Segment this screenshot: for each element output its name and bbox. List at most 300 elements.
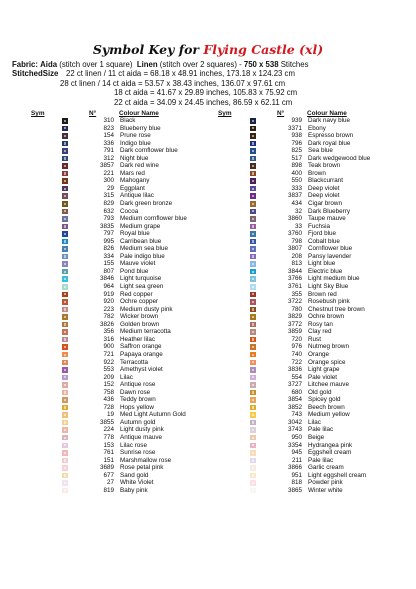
- symbol-swatch-icon: [250, 344, 256, 350]
- floss-number: 3859: [287, 328, 302, 336]
- colour-name: Medium cornflower blue: [120, 215, 187, 223]
- colour-name: Royal blue: [120, 230, 150, 238]
- colour-name: Light grape: [308, 366, 340, 374]
- symbol-swatch-icon: [250, 322, 256, 328]
- floss-number: 3857: [99, 162, 114, 170]
- floss-number: 550: [291, 177, 302, 185]
- size-row: [12, 79, 412, 89]
- colour-name: Brown: [308, 169, 326, 177]
- floss-number: 155: [103, 260, 114, 268]
- symbol-swatch-icon: [62, 231, 68, 237]
- floss-number: 209: [103, 373, 114, 381]
- colour-name: Amethyst violet: [120, 366, 163, 374]
- symbol-swatch-icon: [62, 450, 68, 456]
- colour-name: Papaya orange: [120, 350, 163, 358]
- colour-name: Blueberry blue: [120, 124, 161, 132]
- colour-name: Rust: [308, 335, 321, 343]
- colour-name: Antique lilac: [120, 192, 154, 200]
- floss-number: 152: [103, 381, 114, 389]
- symbol-swatch-icon: [62, 344, 68, 350]
- floss-number: 316: [103, 335, 114, 343]
- symbol-swatch-icon: [250, 216, 256, 222]
- stitch-count-suffix: Stitches: [280, 60, 309, 69]
- floss-number: 333: [291, 184, 302, 192]
- fabric-label: Fabric:: [12, 60, 38, 69]
- symbol-swatch-icon: [250, 156, 256, 162]
- floss-number: 780: [291, 305, 302, 313]
- colour-name: Pale violet: [308, 373, 338, 381]
- floss-number: 315: [103, 192, 114, 200]
- fabric-linen-note: (stitch over 2 squares) -: [159, 60, 242, 69]
- fabric-linen: Linen: [136, 60, 158, 69]
- header-sym-right: Sym: [218, 110, 232, 117]
- floss-number: 3836: [287, 366, 302, 374]
- colour-name: Antique mauve: [120, 433, 163, 441]
- floss-number: 829: [103, 200, 114, 208]
- symbol-swatch-icon: [62, 141, 68, 147]
- floss-number: 223: [103, 305, 114, 313]
- symbol-swatch-icon: [250, 276, 256, 282]
- floss-number: 807: [103, 267, 114, 275]
- floss-number: 3761: [287, 283, 302, 291]
- floss-number: 3722: [287, 298, 302, 306]
- symbol-swatch-icon: [250, 246, 256, 252]
- symbol-swatch-icon: [250, 201, 256, 207]
- colour-name: Rose petal pink: [120, 464, 164, 472]
- symbol-swatch-icon: [62, 261, 68, 267]
- floss-number: 312: [103, 154, 114, 162]
- colour-name: Dark green bronze: [120, 200, 173, 208]
- symbol-swatch-icon: [62, 171, 68, 177]
- colour-name: Teddy brown: [120, 396, 156, 404]
- symbol-swatch-icon: [250, 269, 256, 275]
- symbol-swatch-icon: [62, 292, 68, 298]
- colour-name: Dark royal blue: [308, 139, 351, 147]
- symbol-swatch-icon: [62, 201, 68, 207]
- symbol-swatch-icon: [250, 360, 256, 366]
- floss-number: 950: [291, 433, 302, 441]
- symbol-swatch-icon: [62, 465, 68, 471]
- floss-number: 778: [103, 433, 114, 441]
- symbol-swatch-icon: [62, 186, 68, 192]
- floss-number: 722: [291, 358, 302, 366]
- symbol-swatch-icon: [62, 412, 68, 418]
- colour-name: Baby pink: [120, 486, 148, 494]
- colour-name: Cocoa: [120, 207, 139, 215]
- floss-number: 3766: [287, 275, 302, 283]
- symbol-swatch-icon: [250, 239, 256, 245]
- colour-name: Dark Blueberry: [308, 207, 350, 215]
- symbol-swatch-icon: [62, 314, 68, 320]
- symbol-swatch-icon: [62, 420, 68, 426]
- floss-number: 211: [291, 456, 302, 464]
- symbol-swatch-icon: [250, 193, 256, 199]
- colour-name: Ochre brown: [308, 313, 345, 321]
- floss-number: 791: [103, 147, 114, 155]
- title-prefix: Symbol Key for: [92, 42, 204, 57]
- floss-number: 3835: [99, 222, 114, 230]
- size-row: [12, 69, 412, 79]
- stitch-count: 750 x 538: [243, 60, 279, 69]
- colour-name: Lilac rose: [120, 441, 147, 449]
- symbol-swatch-icon: [250, 480, 256, 486]
- floss-number: 793: [103, 215, 114, 223]
- header-number-right: N°: [277, 110, 285, 117]
- symbol-swatch-icon: [250, 458, 256, 464]
- floss-number: 819: [103, 486, 114, 494]
- colour-name: Medium grape: [120, 222, 161, 230]
- colour-name: Medium dusty pink: [120, 305, 173, 313]
- colour-name: Carribean blue: [120, 237, 162, 245]
- colour-name: Black: [120, 117, 136, 124]
- colour-name: Eggplant: [120, 184, 145, 192]
- symbol-swatch-icon: [62, 443, 68, 449]
- colour-name: Orange spice: [308, 358, 346, 366]
- floss-number: 29: [106, 184, 114, 192]
- symbol-swatch-icon: [62, 246, 68, 252]
- floss-number: 720: [291, 335, 302, 343]
- floss-number: 3860: [287, 215, 302, 223]
- symbol-swatch-icon: [250, 133, 256, 139]
- floss-number: 3854: [287, 396, 302, 404]
- header-colour-name-right: Colour Name: [307, 110, 347, 117]
- colour-name: Prune rose: [120, 132, 151, 140]
- colour-name: Red copper: [120, 290, 153, 298]
- fabric-line: [12, 60, 308, 69]
- colour-name: Saffron orange: [120, 343, 162, 351]
- floss-number: 154: [103, 132, 114, 140]
- floss-number: 517: [291, 154, 302, 162]
- floss-number: 355: [291, 290, 302, 298]
- symbol-swatch-icon: [250, 390, 256, 396]
- floss-number: 3042: [287, 418, 302, 426]
- colour-name: Dark cornflower blue: [120, 147, 178, 155]
- colour-name: Light dusty pink: [120, 426, 164, 434]
- symbol-swatch-icon: [62, 322, 68, 328]
- fabric-aida: Aida: [40, 60, 58, 69]
- symbol-swatch-icon: [250, 178, 256, 184]
- colour-name: Dark navy blue: [308, 117, 350, 124]
- symbol-swatch-icon: [250, 397, 256, 403]
- symbol-swatch-icon: [62, 224, 68, 230]
- symbol-swatch-icon: [62, 390, 68, 396]
- colour-name: Light medium blue: [308, 275, 360, 283]
- colour-name: Ochre copper: [120, 298, 159, 306]
- floss-number: 922: [103, 358, 114, 366]
- floss-number: 553: [103, 366, 114, 374]
- floss-number: 728: [103, 403, 114, 411]
- floss-number: 221: [103, 169, 114, 177]
- symbol-swatch-icon: [250, 186, 256, 192]
- colour-name: Light blue: [308, 260, 336, 268]
- symbol-swatch-icon: [62, 193, 68, 199]
- colour-name: Electric blue: [308, 267, 343, 275]
- floss-number: 964: [103, 283, 114, 291]
- floss-number: 796: [291, 139, 302, 147]
- symbol-swatch-icon: [62, 488, 68, 494]
- symbol-swatch-icon: [62, 307, 68, 313]
- floss-number: 3826: [99, 320, 114, 328]
- size-text: 22 ct aida = 34.09 x 24.45 inches, 86.59 x 62.11 cm: [114, 97, 293, 107]
- floss-number: 782: [103, 313, 114, 321]
- stitched-size-label: StitchedSize: [12, 69, 59, 78]
- floss-number: 898: [291, 162, 302, 170]
- colour-name: Light eggshell cream: [308, 471, 367, 479]
- symbol-swatch-icon: [250, 450, 256, 456]
- floss-number: 3865: [287, 486, 302, 494]
- symbol-swatch-icon: [250, 224, 256, 230]
- floss-number: 945: [291, 449, 302, 457]
- header-colour-name-left: Colour Name: [119, 110, 159, 117]
- colour-name: Hydrangea pink: [308, 441, 353, 449]
- symbol-swatch-icon: [250, 307, 256, 313]
- size-text: 22 ct linen / 11 ct aida = 68.18 x 48.91 inches, 173.18 x 124.23 cm: [66, 69, 295, 78]
- symbol-swatch-icon: [250, 465, 256, 471]
- colour-name: Antique rose: [120, 381, 156, 389]
- symbol-swatch-icon: [250, 231, 256, 237]
- stitched-size-block: [12, 69, 412, 107]
- colour-name: Beige: [308, 433, 325, 441]
- floss-number: 3866: [287, 464, 302, 472]
- symbol-swatch-icon: [250, 488, 256, 494]
- symbol-swatch-icon: [62, 156, 68, 162]
- colour-name: Mauve violet: [120, 260, 156, 268]
- floss-number: 680: [291, 388, 302, 396]
- symbol-swatch-icon: [250, 209, 256, 215]
- header-sym-left: Sym: [31, 110, 45, 117]
- floss-number: 761: [103, 449, 114, 457]
- floss-number: 797: [103, 230, 114, 238]
- symbol-swatch-icon: [250, 118, 256, 124]
- colour-name: Sand gold: [120, 471, 149, 479]
- floss-number: 919: [103, 290, 114, 298]
- symbol-swatch-icon: [62, 126, 68, 132]
- size-row: [12, 88, 412, 98]
- symbol-swatch-icon: [250, 329, 256, 335]
- floss-number: 632: [103, 207, 114, 215]
- colour-name: Ebony: [308, 124, 326, 132]
- colour-name: Medium terracotta: [120, 328, 171, 336]
- floss-number: 3846: [99, 275, 114, 283]
- symbol-swatch-icon: [62, 299, 68, 305]
- symbol-swatch-icon: [250, 443, 256, 449]
- colour-name: Old gold: [308, 388, 332, 396]
- symbol-swatch-icon: [62, 458, 68, 464]
- symbol-swatch-icon: [250, 254, 256, 260]
- floss-number: 300: [103, 177, 114, 185]
- floss-number: 400: [291, 169, 302, 177]
- symbol-swatch-icon: [62, 216, 68, 222]
- symbol-swatch-icon: [250, 367, 256, 373]
- floss-number: 224: [103, 426, 114, 434]
- floss-number: 356: [103, 328, 114, 336]
- colour-name: Rosy tan: [308, 320, 333, 328]
- colour-name: Fuchsia: [308, 222, 331, 230]
- symbol-swatch-icon: [62, 367, 68, 373]
- colour-name: Pale lilac: [308, 426, 334, 434]
- colour-name: Night blue: [120, 154, 149, 162]
- colour-name: Medium sea blue: [120, 245, 168, 253]
- floss-number: 434: [291, 200, 302, 208]
- header-number-left: N°: [89, 110, 97, 117]
- colour-name: Sunrise rose: [120, 449, 156, 457]
- title-design-name: Flying Castle (xl): [203, 42, 324, 57]
- colour-name: Mars red: [120, 169, 145, 177]
- symbol-swatch-icon: [250, 412, 256, 418]
- floss-number: 554: [291, 373, 302, 381]
- symbol-swatch-icon: [62, 276, 68, 282]
- symbol-swatch-icon: [250, 473, 256, 479]
- colour-name: Terracotta: [120, 358, 148, 366]
- symbol-swatch-icon: [62, 269, 68, 275]
- floss-number: 32: [294, 207, 302, 215]
- colour-name: Powder pink: [308, 479, 343, 487]
- symbol-swatch-icon: [62, 178, 68, 184]
- colour-name: Garlic cream: [308, 464, 344, 472]
- colour-name: Cigar brown: [308, 200, 342, 208]
- floss-number: 976: [291, 343, 302, 351]
- floss-number: 3852: [287, 403, 302, 411]
- floss-number: 920: [103, 298, 114, 306]
- symbol-swatch-icon: [250, 405, 256, 411]
- colour-name: Indigo blue: [120, 139, 151, 147]
- symbol-swatch-icon: [250, 261, 256, 267]
- floss-number: 677: [103, 471, 114, 479]
- floss-number: 798: [291, 237, 302, 245]
- floss-number: 3371: [287, 124, 302, 132]
- floss-number: 3354: [287, 441, 302, 449]
- fabric-aida-note: (stitch over 1 square): [59, 60, 133, 69]
- colour-name: Rosebush pink: [308, 298, 350, 306]
- colour-name: Nutmeg brown: [308, 343, 349, 351]
- floss-number: 27: [106, 479, 114, 487]
- symbol-swatch-icon: [62, 405, 68, 411]
- colour-name: Lilac: [308, 418, 321, 426]
- symbol-swatch-icon: [250, 435, 256, 441]
- colour-name: Dawn rose: [120, 388, 151, 396]
- colour-name: Pansy lavender: [308, 252, 352, 260]
- symbol-swatch-icon: [62, 329, 68, 335]
- colour-name: Fjord blue: [308, 230, 337, 238]
- floss-number: 3689: [99, 464, 114, 472]
- floss-number: 900: [103, 343, 114, 351]
- colour-name: Deep violet: [308, 192, 340, 200]
- symbol-swatch-icon: [62, 239, 68, 245]
- symbol-swatch-icon: [250, 427, 256, 433]
- floss-number: 818: [291, 479, 302, 487]
- symbol-swatch-icon: [250, 292, 256, 298]
- symbol-swatch-icon: [62, 133, 68, 139]
- floss-number: 336: [103, 139, 114, 147]
- colour-name: Cobalt blue: [308, 237, 340, 245]
- floss-number: 436: [103, 396, 114, 404]
- symbol-swatch-icon: [62, 148, 68, 154]
- floss-number: 951: [291, 471, 302, 479]
- colour-name: Deep violet: [308, 184, 340, 192]
- colour-name: Pale indigo blue: [120, 252, 165, 260]
- symbol-swatch-icon: [62, 427, 68, 433]
- floss-number: 995: [103, 237, 114, 245]
- colour-name: Teak brown: [308, 162, 341, 170]
- floss-number: 208: [291, 252, 302, 260]
- colour-name: Cornflower blue: [308, 245, 353, 253]
- symbol-swatch-icon: [250, 126, 256, 132]
- floss-number: 3760: [287, 230, 302, 238]
- symbol-swatch-icon: [62, 375, 68, 381]
- colour-name: Eggshell cream: [308, 449, 352, 457]
- symbol-swatch-icon: [250, 382, 256, 388]
- symbol-swatch-icon: [250, 284, 256, 290]
- floss-number: 721: [103, 350, 114, 358]
- floss-number: 310: [103, 117, 114, 124]
- symbol-swatch-icon: [62, 397, 68, 403]
- symbol-swatch-icon: [250, 299, 256, 305]
- symbol-swatch-icon: [62, 435, 68, 441]
- colour-name: Litchee mauve: [308, 381, 349, 389]
- page-title: [0, 42, 416, 57]
- colour-name: Pond blue: [120, 267, 149, 275]
- colour-name: Light sea green: [120, 283, 164, 291]
- colour-name: White Violet: [120, 479, 154, 487]
- symbol-swatch-icon: [250, 375, 256, 381]
- floss-number: 813: [291, 260, 302, 268]
- colour-name: Orange: [308, 350, 330, 358]
- colour-name: Medium yellow: [308, 411, 350, 419]
- symbol-swatch-icon: [62, 360, 68, 366]
- colour-name: Pale lilac: [308, 456, 334, 464]
- colour-name: Taupe mauve: [308, 215, 346, 223]
- colour-name: Light turquoise: [120, 275, 162, 283]
- colour-name: Dark red wine: [120, 162, 159, 170]
- symbol-swatch-icon: [62, 163, 68, 169]
- size-row: [12, 98, 412, 108]
- floss-number: 334: [103, 252, 114, 260]
- symbol-swatch-icon: [250, 141, 256, 147]
- colour-name: Sea blue: [308, 147, 333, 155]
- floss-number: 3772: [287, 320, 302, 328]
- floss-number: 823: [103, 124, 114, 132]
- symbol-swatch-icon: [62, 352, 68, 358]
- floss-number: 19: [106, 411, 114, 419]
- symbol-swatch-icon: [62, 473, 68, 479]
- floss-number: 153: [103, 441, 114, 449]
- symbol-swatch-icon: [62, 284, 68, 290]
- colour-name: Autumn gold: [120, 418, 156, 426]
- floss-number: 3829: [287, 313, 302, 321]
- colour-name: Med Light Autumn Gold: [120, 411, 186, 419]
- colour-name: Marshmallow rose: [120, 456, 172, 464]
- symbol-swatch-icon: [250, 163, 256, 169]
- colour-name: Hops yellow: [120, 403, 154, 411]
- colour-name: Espresso brown: [308, 132, 354, 140]
- colour-name: Wicker brown: [120, 313, 159, 321]
- symbol-swatch-icon: [250, 352, 256, 358]
- symbol-swatch-icon: [62, 382, 68, 388]
- colour-name: Mahogany: [120, 177, 150, 185]
- colour-name: Beech brown: [308, 403, 345, 411]
- colour-name: Dark wedgewood blue: [308, 154, 371, 162]
- floss-number: 3844: [287, 267, 302, 275]
- colour-name: Winter white: [308, 486, 343, 494]
- symbol-swatch-icon: [250, 171, 256, 177]
- floss-number: 3743: [287, 426, 302, 434]
- floss-number: 3837: [287, 192, 302, 200]
- symbol-swatch-icon: [250, 337, 256, 343]
- symbol-swatch-icon: [250, 314, 256, 320]
- floss-number: 758: [103, 388, 114, 396]
- symbol-swatch-icon: [62, 118, 68, 124]
- colour-name: Heather lilac: [120, 335, 155, 343]
